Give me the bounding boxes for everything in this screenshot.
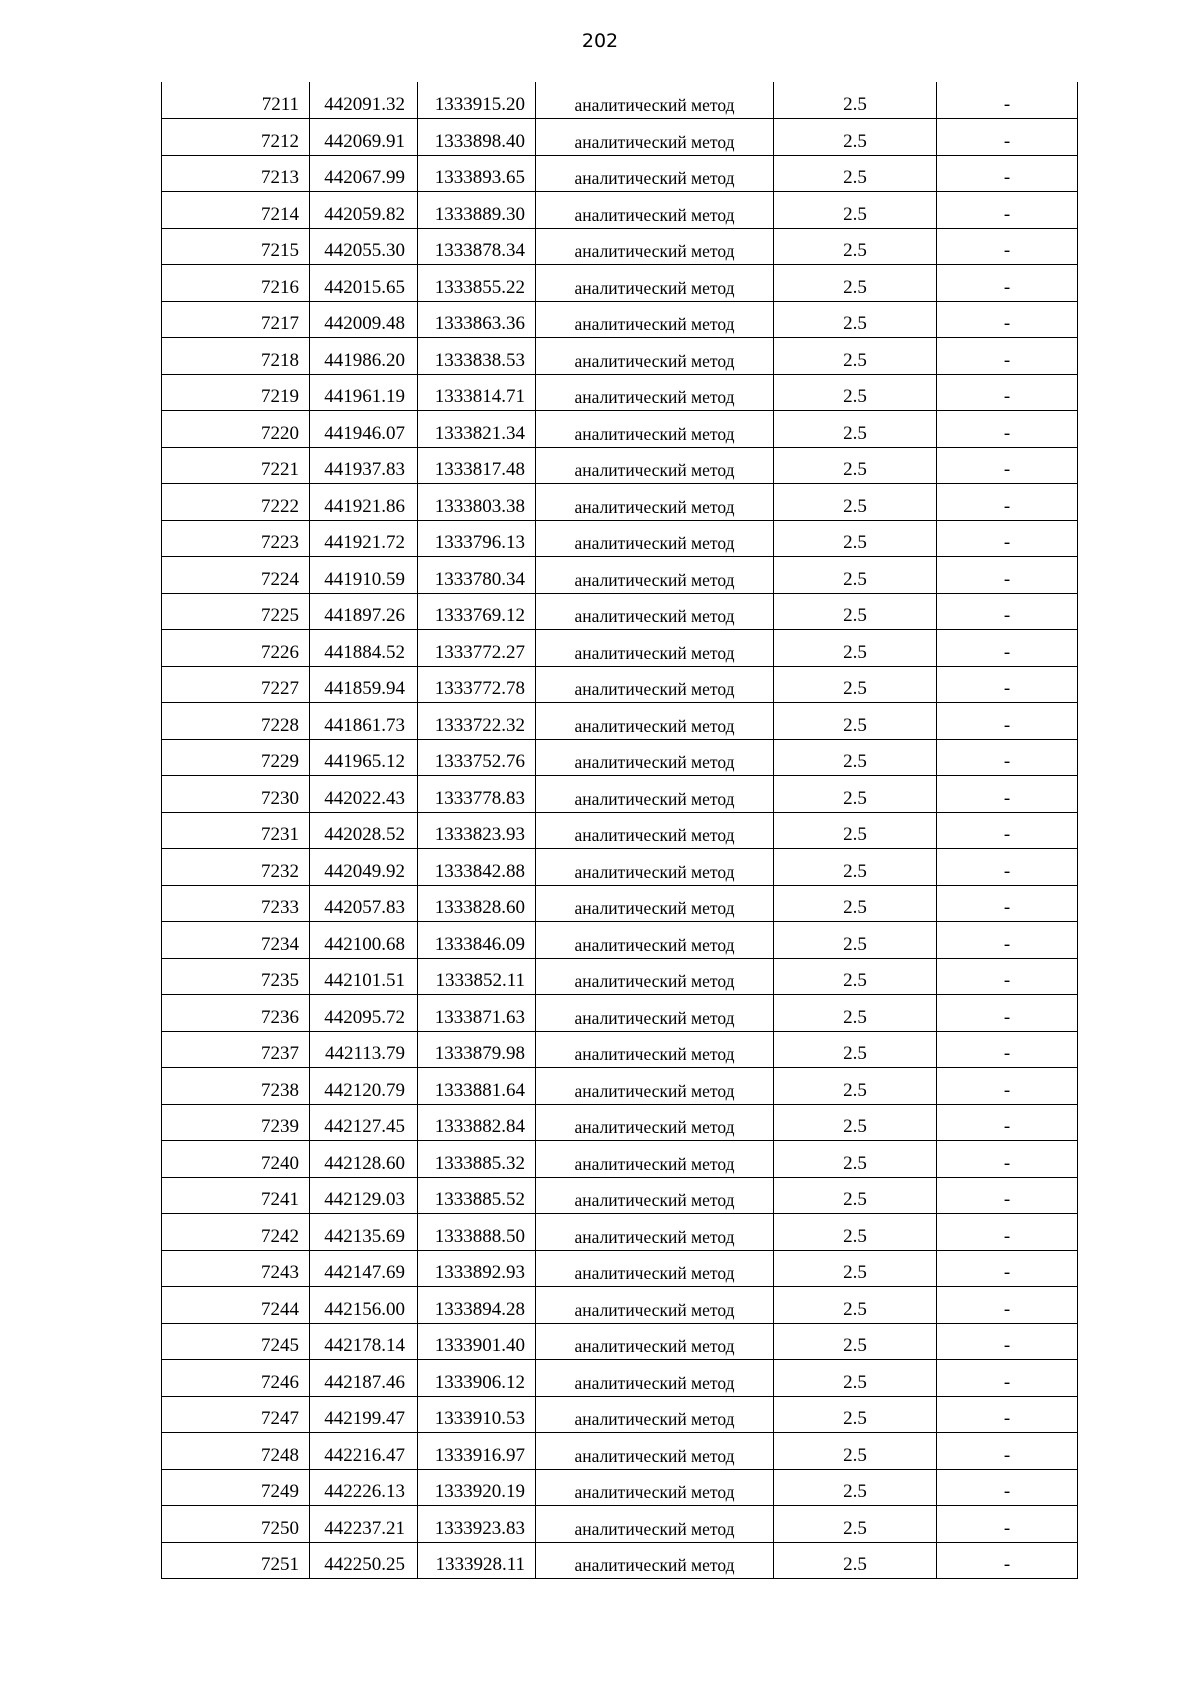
accuracy-cell: 2.5: [774, 593, 937, 630]
point-number-cell: 7240: [162, 1141, 310, 1178]
description-cell: -: [937, 301, 1078, 338]
point-number-cell: 7237: [162, 1031, 310, 1068]
accuracy-cell: 2.5: [774, 1177, 937, 1214]
x-coordinate-cell: 442226.13: [310, 1469, 418, 1506]
point-number-cell: 7236: [162, 995, 310, 1032]
method-cell: аналитический метод: [536, 192, 774, 229]
description-cell: -: [937, 1031, 1078, 1068]
y-coordinate-cell: 1333772.27: [418, 630, 536, 667]
y-coordinate-cell: 1333852.11: [418, 958, 536, 995]
description-cell: -: [937, 1542, 1078, 1579]
point-number-cell: 7248: [162, 1433, 310, 1470]
table-row: [162, 520, 1078, 557]
point-number-cell: 7223: [162, 520, 310, 557]
table-row: [162, 265, 1078, 302]
x-coordinate-cell: 442178.14: [310, 1323, 418, 1360]
x-coordinate-cell: 441910.59: [310, 557, 418, 594]
table-row: [162, 1287, 1078, 1324]
accuracy-cell: 2.5: [774, 1506, 937, 1543]
point-number-cell: 7213: [162, 155, 310, 192]
accuracy-cell: 2.5: [774, 922, 937, 959]
description-cell: -: [937, 1104, 1078, 1141]
accuracy-cell: 2.5: [774, 301, 937, 338]
description-cell: -: [937, 338, 1078, 375]
point-number-cell: 7211: [162, 82, 310, 119]
method-cell: аналитический метод: [536, 1068, 774, 1105]
accuracy-cell: 2.5: [774, 1214, 937, 1251]
accuracy-cell: 2.5: [774, 1068, 937, 1105]
y-coordinate-cell: 1333879.98: [418, 1031, 536, 1068]
table-row: [162, 1177, 1078, 1214]
description-cell: -: [937, 1323, 1078, 1360]
table-row: [162, 1104, 1078, 1141]
point-number-cell: 7249: [162, 1469, 310, 1506]
method-cell: аналитический метод: [536, 1031, 774, 1068]
method-cell: аналитический метод: [536, 1250, 774, 1287]
table-row: [162, 1396, 1078, 1433]
accuracy-cell: 2.5: [774, 1396, 937, 1433]
method-cell: аналитический метод: [536, 1542, 774, 1579]
x-coordinate-cell: 441946.07: [310, 411, 418, 448]
method-cell: аналитический метод: [536, 958, 774, 995]
accuracy-cell: 2.5: [774, 520, 937, 557]
y-coordinate-cell: 1333915.20: [418, 82, 536, 119]
y-coordinate-cell: 1333893.65: [418, 155, 536, 192]
description-cell: -: [937, 1506, 1078, 1543]
table-row: [162, 1214, 1078, 1251]
point-number-cell: 7225: [162, 593, 310, 630]
x-coordinate-cell: 442055.30: [310, 228, 418, 265]
x-coordinate-cell: 442216.47: [310, 1433, 418, 1470]
method-cell: аналитический метод: [536, 301, 774, 338]
y-coordinate-cell: 1333821.34: [418, 411, 536, 448]
accuracy-cell: 2.5: [774, 1031, 937, 1068]
x-coordinate-cell: 442129.03: [310, 1177, 418, 1214]
y-coordinate-cell: 1333803.38: [418, 484, 536, 521]
point-number-cell: 7219: [162, 374, 310, 411]
point-number-cell: 7218: [162, 338, 310, 375]
table-row: [162, 593, 1078, 630]
method-cell: аналитический метод: [536, 228, 774, 265]
point-number-cell: 7214: [162, 192, 310, 229]
description-cell: -: [937, 958, 1078, 995]
accuracy-cell: 2.5: [774, 958, 937, 995]
description-cell: -: [937, 82, 1078, 119]
accuracy-cell: 2.5: [774, 1323, 937, 1360]
point-number-cell: 7245: [162, 1323, 310, 1360]
point-number-cell: 7235: [162, 958, 310, 995]
x-coordinate-cell: 441861.73: [310, 703, 418, 740]
accuracy-cell: 2.5: [774, 557, 937, 594]
y-coordinate-cell: 1333916.97: [418, 1433, 536, 1470]
description-cell: -: [937, 666, 1078, 703]
y-coordinate-cell: 1333906.12: [418, 1360, 536, 1397]
description-cell: -: [937, 228, 1078, 265]
x-coordinate-cell: 442009.48: [310, 301, 418, 338]
accuracy-cell: 2.5: [774, 411, 937, 448]
table-row: [162, 885, 1078, 922]
point-number-cell: 7212: [162, 119, 310, 156]
table-row: [162, 630, 1078, 667]
method-cell: аналитический метод: [536, 119, 774, 156]
x-coordinate-cell: 442147.69: [310, 1250, 418, 1287]
description-cell: -: [937, 411, 1078, 448]
point-number-cell: 7221: [162, 447, 310, 484]
y-coordinate-cell: 1333923.83: [418, 1506, 536, 1543]
x-coordinate-cell: 442199.47: [310, 1396, 418, 1433]
y-coordinate-cell: 1333901.40: [418, 1323, 536, 1360]
description-cell: -: [937, 1469, 1078, 1506]
y-coordinate-cell: 1333888.50: [418, 1214, 536, 1251]
description-cell: -: [937, 812, 1078, 849]
point-number-cell: 7231: [162, 812, 310, 849]
y-coordinate-cell: 1333780.34: [418, 557, 536, 594]
method-cell: аналитический метод: [536, 557, 774, 594]
method-cell: аналитический метод: [536, 1433, 774, 1470]
method-cell: аналитический метод: [536, 1506, 774, 1543]
table-row: [162, 1542, 1078, 1579]
accuracy-cell: 2.5: [774, 82, 937, 119]
description-cell: -: [937, 885, 1078, 922]
point-number-cell: 7233: [162, 885, 310, 922]
accuracy-cell: 2.5: [774, 703, 937, 740]
y-coordinate-cell: 1333772.78: [418, 666, 536, 703]
method-cell: аналитический метод: [536, 411, 774, 448]
description-cell: -: [937, 630, 1078, 667]
point-number-cell: 7229: [162, 739, 310, 776]
accuracy-cell: 2.5: [774, 119, 937, 156]
table-row: [162, 1068, 1078, 1105]
accuracy-cell: 2.5: [774, 447, 937, 484]
x-coordinate-cell: 442127.45: [310, 1104, 418, 1141]
method-cell: аналитический метод: [536, 265, 774, 302]
description-cell: -: [937, 520, 1078, 557]
table-row: [162, 557, 1078, 594]
x-coordinate-cell: 442091.32: [310, 82, 418, 119]
method-cell: аналитический метод: [536, 1323, 774, 1360]
point-number-cell: 7232: [162, 849, 310, 886]
y-coordinate-cell: 1333920.19: [418, 1469, 536, 1506]
x-coordinate-cell: 441921.72: [310, 520, 418, 557]
method-cell: аналитический метод: [536, 849, 774, 886]
table-row: [162, 484, 1078, 521]
accuracy-cell: 2.5: [774, 885, 937, 922]
point-number-cell: 7222: [162, 484, 310, 521]
table-row: [162, 1469, 1078, 1506]
y-coordinate-cell: 1333863.36: [418, 301, 536, 338]
table-row: [162, 849, 1078, 886]
y-coordinate-cell: 1333796.13: [418, 520, 536, 557]
table-row: [162, 995, 1078, 1032]
x-coordinate-cell: 442100.68: [310, 922, 418, 959]
point-number-cell: 7217: [162, 301, 310, 338]
y-coordinate-cell: 1333855.22: [418, 265, 536, 302]
x-coordinate-cell: 442120.79: [310, 1068, 418, 1105]
method-cell: аналитический метод: [536, 812, 774, 849]
point-number-cell: 7238: [162, 1068, 310, 1105]
description-cell: -: [937, 703, 1078, 740]
y-coordinate-cell: 1333889.30: [418, 192, 536, 229]
table-row: [162, 82, 1078, 119]
table-row: [162, 374, 1078, 411]
point-number-cell: 7251: [162, 1542, 310, 1579]
description-cell: -: [937, 1214, 1078, 1251]
method-cell: аналитический метод: [536, 1469, 774, 1506]
accuracy-cell: 2.5: [774, 1141, 937, 1178]
description-cell: -: [937, 1177, 1078, 1214]
point-number-cell: 7246: [162, 1360, 310, 1397]
table-body: [162, 82, 1078, 1579]
table-row: [162, 703, 1078, 740]
description-cell: -: [937, 484, 1078, 521]
table-row: [162, 1323, 1078, 1360]
description-cell: -: [937, 995, 1078, 1032]
accuracy-cell: 2.5: [774, 1542, 937, 1579]
y-coordinate-cell: 1333898.40: [418, 119, 536, 156]
y-coordinate-cell: 1333752.76: [418, 739, 536, 776]
y-coordinate-cell: 1333814.71: [418, 374, 536, 411]
description-cell: -: [937, 1250, 1078, 1287]
accuracy-cell: 2.5: [774, 1433, 937, 1470]
description-cell: -: [937, 155, 1078, 192]
description-cell: -: [937, 265, 1078, 302]
point-number-cell: 7216: [162, 265, 310, 302]
x-coordinate-cell: 441859.94: [310, 666, 418, 703]
y-coordinate-cell: 1333846.09: [418, 922, 536, 959]
method-cell: аналитический метод: [536, 1177, 774, 1214]
y-coordinate-cell: 1333892.93: [418, 1250, 536, 1287]
table-row: [162, 739, 1078, 776]
method-cell: аналитический метод: [536, 1360, 774, 1397]
y-coordinate-cell: 1333871.63: [418, 995, 536, 1032]
method-cell: аналитический метод: [536, 630, 774, 667]
y-coordinate-cell: 1333878.34: [418, 228, 536, 265]
description-cell: -: [937, 1287, 1078, 1324]
point-number-cell: 7230: [162, 776, 310, 813]
x-coordinate-cell: 441937.83: [310, 447, 418, 484]
point-number-cell: 7220: [162, 411, 310, 448]
method-cell: аналитический метод: [536, 739, 774, 776]
x-coordinate-cell: 442015.65: [310, 265, 418, 302]
description-cell: -: [937, 374, 1078, 411]
x-coordinate-cell: 442067.99: [310, 155, 418, 192]
table-row: [162, 411, 1078, 448]
accuracy-cell: 2.5: [774, 666, 937, 703]
y-coordinate-cell: 1333885.52: [418, 1177, 536, 1214]
accuracy-cell: 2.5: [774, 812, 937, 849]
table-row: [162, 958, 1078, 995]
method-cell: аналитический метод: [536, 885, 774, 922]
method-cell: аналитический метод: [536, 703, 774, 740]
x-coordinate-cell: 441961.19: [310, 374, 418, 411]
description-cell: -: [937, 1433, 1078, 1470]
table-row: [162, 447, 1078, 484]
accuracy-cell: 2.5: [774, 1469, 937, 1506]
description-cell: -: [937, 192, 1078, 229]
table-row: [162, 338, 1078, 375]
method-cell: аналитический метод: [536, 1287, 774, 1324]
x-coordinate-cell: 441986.20: [310, 338, 418, 375]
table-row: [162, 1506, 1078, 1543]
y-coordinate-cell: 1333885.32: [418, 1141, 536, 1178]
accuracy-cell: 2.5: [774, 374, 937, 411]
method-cell: аналитический метод: [536, 995, 774, 1032]
point-number-cell: 7250: [162, 1506, 310, 1543]
x-coordinate-cell: 442028.52: [310, 812, 418, 849]
accuracy-cell: 2.5: [774, 776, 937, 813]
accuracy-cell: 2.5: [774, 265, 937, 302]
accuracy-cell: 2.5: [774, 484, 937, 521]
method-cell: аналитический метод: [536, 1104, 774, 1141]
accuracy-cell: 2.5: [774, 630, 937, 667]
description-cell: -: [937, 849, 1078, 886]
table-row: [162, 1360, 1078, 1397]
y-coordinate-cell: 1333828.60: [418, 885, 536, 922]
method-cell: аналитический метод: [536, 447, 774, 484]
table-row: [162, 1031, 1078, 1068]
table-row: [162, 666, 1078, 703]
method-cell: аналитический метод: [536, 666, 774, 703]
method-cell: аналитический метод: [536, 338, 774, 375]
x-coordinate-cell: 442187.46: [310, 1360, 418, 1397]
table-row: [162, 1433, 1078, 1470]
x-coordinate-cell: 441884.52: [310, 630, 418, 667]
accuracy-cell: 2.5: [774, 1287, 937, 1324]
x-coordinate-cell: 442069.91: [310, 119, 418, 156]
accuracy-cell: 2.5: [774, 155, 937, 192]
accuracy-cell: 2.5: [774, 338, 937, 375]
table-row: [162, 301, 1078, 338]
method-cell: аналитический метод: [536, 520, 774, 557]
y-coordinate-cell: 1333842.88: [418, 849, 536, 886]
x-coordinate-cell: 442113.79: [310, 1031, 418, 1068]
method-cell: аналитический метод: [536, 484, 774, 521]
y-coordinate-cell: 1333722.32: [418, 703, 536, 740]
x-coordinate-cell: 442156.00: [310, 1287, 418, 1324]
y-coordinate-cell: 1333910.53: [418, 1396, 536, 1433]
accuracy-cell: 2.5: [774, 1250, 937, 1287]
table-row: [162, 155, 1078, 192]
x-coordinate-cell: 442049.92: [310, 849, 418, 886]
method-cell: аналитический метод: [536, 82, 774, 119]
y-coordinate-cell: 1333838.53: [418, 338, 536, 375]
method-cell: аналитический метод: [536, 593, 774, 630]
point-number-cell: 7224: [162, 557, 310, 594]
x-coordinate-cell: 441965.12: [310, 739, 418, 776]
point-number-cell: 7234: [162, 922, 310, 959]
description-cell: -: [937, 1360, 1078, 1397]
method-cell: аналитический метод: [536, 1214, 774, 1251]
y-coordinate-cell: 1333894.28: [418, 1287, 536, 1324]
table-row: [162, 1250, 1078, 1287]
table-row: [162, 228, 1078, 265]
x-coordinate-cell: 441897.26: [310, 593, 418, 630]
point-number-cell: 7239: [162, 1104, 310, 1141]
table-row: [162, 119, 1078, 156]
description-cell: -: [937, 557, 1078, 594]
x-coordinate-cell: 442059.82: [310, 192, 418, 229]
table-row: [162, 192, 1078, 229]
table-row: [162, 1141, 1078, 1178]
method-cell: аналитический метод: [536, 776, 774, 813]
table-row: [162, 776, 1078, 813]
point-number-cell: 7226: [162, 630, 310, 667]
point-number-cell: 7215: [162, 228, 310, 265]
y-coordinate-cell: 1333881.64: [418, 1068, 536, 1105]
y-coordinate-cell: 1333928.11: [418, 1542, 536, 1579]
y-coordinate-cell: 1333823.93: [418, 812, 536, 849]
x-coordinate-cell: 441921.86: [310, 484, 418, 521]
x-coordinate-cell: 442057.83: [310, 885, 418, 922]
description-cell: -: [937, 739, 1078, 776]
accuracy-cell: 2.5: [774, 192, 937, 229]
method-cell: аналитический метод: [536, 155, 774, 192]
method-cell: аналитический метод: [536, 922, 774, 959]
x-coordinate-cell: 442022.43: [310, 776, 418, 813]
description-cell: -: [937, 776, 1078, 813]
x-coordinate-cell: 442101.51: [310, 958, 418, 995]
accuracy-cell: 2.5: [774, 995, 937, 1032]
y-coordinate-cell: 1333882.84: [418, 1104, 536, 1141]
method-cell: аналитический метод: [536, 1141, 774, 1178]
y-coordinate-cell: 1333778.83: [418, 776, 536, 813]
y-coordinate-cell: 1333817.48: [418, 447, 536, 484]
point-number-cell: 7247: [162, 1396, 310, 1433]
description-cell: -: [937, 1141, 1078, 1178]
x-coordinate-cell: 442095.72: [310, 995, 418, 1032]
coordinates-table: [161, 82, 1078, 1579]
description-cell: -: [937, 593, 1078, 630]
y-coordinate-cell: 1333769.12: [418, 593, 536, 630]
accuracy-cell: 2.5: [774, 228, 937, 265]
description-cell: -: [937, 447, 1078, 484]
point-number-cell: 7228: [162, 703, 310, 740]
accuracy-cell: 2.5: [774, 739, 937, 776]
description-cell: -: [937, 1068, 1078, 1105]
method-cell: аналитический метод: [536, 1396, 774, 1433]
table-row: [162, 922, 1078, 959]
point-number-cell: 7227: [162, 666, 310, 703]
x-coordinate-cell: 442135.69: [310, 1214, 418, 1251]
point-number-cell: 7241: [162, 1177, 310, 1214]
accuracy-cell: 2.5: [774, 1104, 937, 1141]
point-number-cell: 7242: [162, 1214, 310, 1251]
point-number-cell: 7244: [162, 1287, 310, 1324]
page-number: 202: [581, 30, 619, 52]
accuracy-cell: 2.5: [774, 849, 937, 886]
description-cell: -: [937, 119, 1078, 156]
table-row: [162, 812, 1078, 849]
x-coordinate-cell: 442128.60: [310, 1141, 418, 1178]
accuracy-cell: 2.5: [774, 1360, 937, 1397]
x-coordinate-cell: 442250.25: [310, 1542, 418, 1579]
x-coordinate-cell: 442237.21: [310, 1506, 418, 1543]
method-cell: аналитический метод: [536, 374, 774, 411]
description-cell: -: [937, 922, 1078, 959]
description-cell: -: [937, 1396, 1078, 1433]
point-number-cell: 7243: [162, 1250, 310, 1287]
